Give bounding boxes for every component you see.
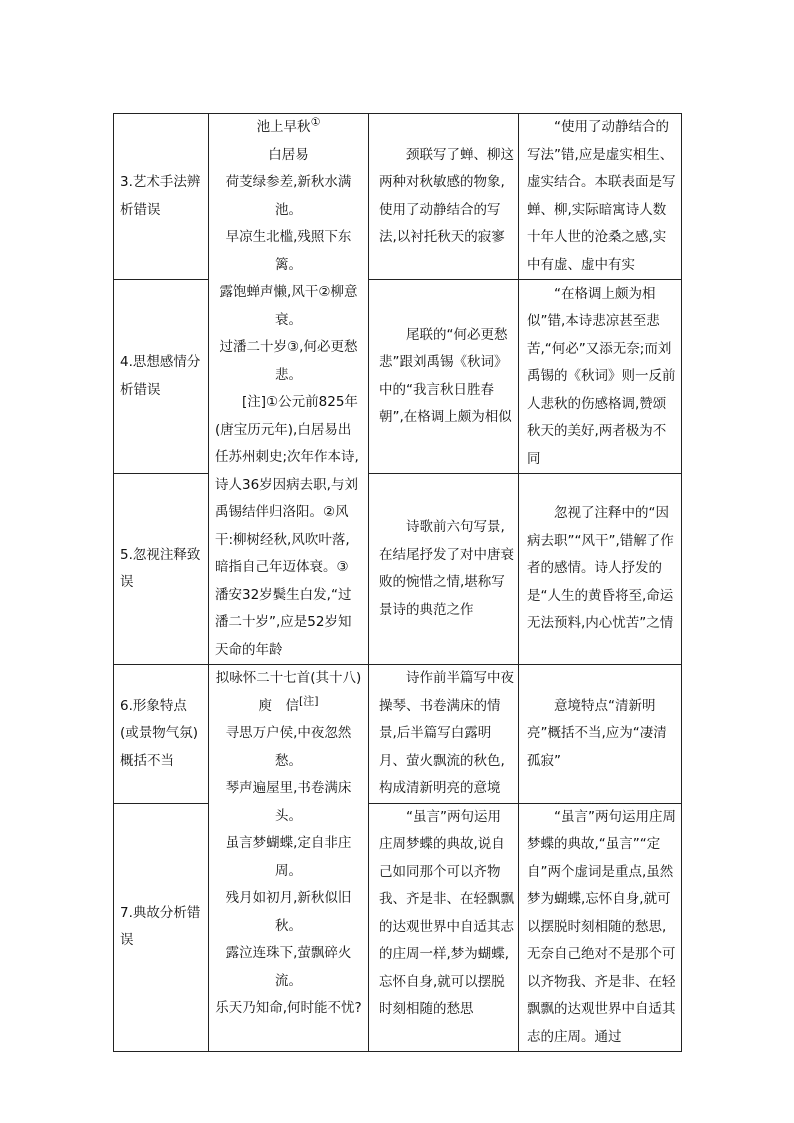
poem-author: 白居易 — [268, 146, 309, 163]
error-type-cell — [114, 803, 209, 1052]
analysis-cell: 意境特点“清新明亮”概括不当,应为“凄清孤寂” — [519, 665, 682, 804]
poem-line: 乐天乃知命,何时能不忧? — [215, 1000, 362, 1016]
answer-cell: 颈联写了蝉、柳这两种对秋敏感的物象,使用了动静结合的写法,以衬托秋天的寂寥 — [369, 114, 519, 280]
error-type-cell — [114, 114, 209, 280]
poem-line: 荷芰绿参差,新秋水满池。 — [225, 174, 352, 218]
answer-cell: 诗歌前六句写景,在结尾抒发了对中唐衰败的惋惜之情,堪称写景诗的典范之作 — [369, 474, 519, 665]
table-row — [114, 803, 682, 1052]
poem-line: 残月如初月,新秋似旧秋。 — [225, 890, 352, 934]
error-type: 4.思想感情分析错误 — [120, 354, 201, 398]
poem-title: 池上早秋① — [256, 115, 321, 135]
error-type: 3.艺术手法辨析错误 — [120, 174, 201, 218]
error-type-cell — [114, 474, 209, 665]
error-type: 6.形象特点(或景物气氛)概括不当 — [120, 697, 199, 769]
analysis-cell: 忽视了注释中的“因病去职”“风干”,错解了作者的感情。诗人抒发的是“人生的黄昏将至,命运无法预料,内心忧苦”之情 — [519, 474, 682, 665]
analysis-cell: “使用了动静结合的写法”错,应是虚实相生、虚实结合。本联表面是写蝉、柳,实际暗寓诗人数十年人世的沧桑之感,实中有虚、虚中有实 — [519, 114, 682, 280]
poem2-cell — [209, 665, 369, 1052]
poem-line: 寻思万户侯,中夜忽然愁。 — [225, 725, 352, 769]
poem-line: 过潘二十岁③,何必更愁悲。 — [219, 339, 358, 383]
error-type-cell — [114, 665, 209, 804]
error-type: 7.典故分析错误 — [120, 904, 201, 949]
poem-line: 早凉生北槛,残照下东篱。 — [225, 229, 352, 273]
analysis-table — [113, 113, 682, 1052]
table-row — [114, 665, 682, 804]
poem-line: 露饱蝉声懒,风干②柳意衰。 — [219, 284, 358, 328]
poem-author: 庾 信[注] — [258, 694, 319, 714]
error-type: 5.忽视注释致误 — [120, 546, 201, 591]
answer-cell: “虽言”两句运用庄周梦蝶的典故,说自己如同那个可以齐物我、齐是非、在轻飘飘的达观世界中自适其志的庄周一样,梦为蝴蝶,忘怀自身,就可以摆脱时刻相随的愁思 — [369, 803, 519, 1052]
analysis-cell: “在格调上颇为相似”错,本诗悲凉甚至悲苦,“何必”又添无奈;而刘禹锡的《秋词》则一反前人悲秋的伤感格调,赞颂秋天的美好,两者极为不同 — [519, 280, 682, 474]
poem-line: 琴声遍屋里,书卷满床头。 — [225, 780, 352, 824]
table-row — [114, 280, 682, 474]
error-type-cell — [114, 280, 209, 474]
poem-note: [注]①公元前825年(唐宝历元年),白居易出任苏州刺史;次年作本诗,诗人36岁因病去职,与刘禹锡结伴归洛阳。②风干:柳树经秋,风吹叶落,暗指自己年迈体衰。③潘安32岁鬓生白发,“过潘二十岁”,应是52岁知天命的年龄 — [215, 394, 359, 658]
poem1-cell — [209, 114, 369, 665]
poem-line: 露泣连珠下,萤飘碎火流。 — [225, 945, 352, 989]
table-row — [114, 474, 682, 665]
table-row — [114, 114, 682, 280]
poem-title: 拟咏怀二十七首(其十八) — [215, 670, 362, 686]
answer-cell: 尾联的“何必更愁悲”跟刘禹锡《秋词》中的“我言秋日胜春朝”,在格调上颇为相似 — [369, 280, 519, 474]
analysis-cell: “虽言”两句运用庄周梦蝶的典故,“虽言”“定自”两个虚词是重点,虽然梦为蝴蝶,忘怀自身,就可以摆脱时刻相随的愁思,无奈自己绝对不是那个可以齐物我、齐是非、在轻飘飘的达观世界中自适其志的庄周。通过 — [519, 803, 682, 1052]
answer-cell: 诗作前半篇写中夜操琴、书卷满床的情景,后半篇写白露明月、萤火飘流的秋色,构成清新明亮的意境 — [369, 665, 519, 804]
poem-line: 虽言梦蝴蝶,定自非庄周。 — [225, 835, 352, 879]
